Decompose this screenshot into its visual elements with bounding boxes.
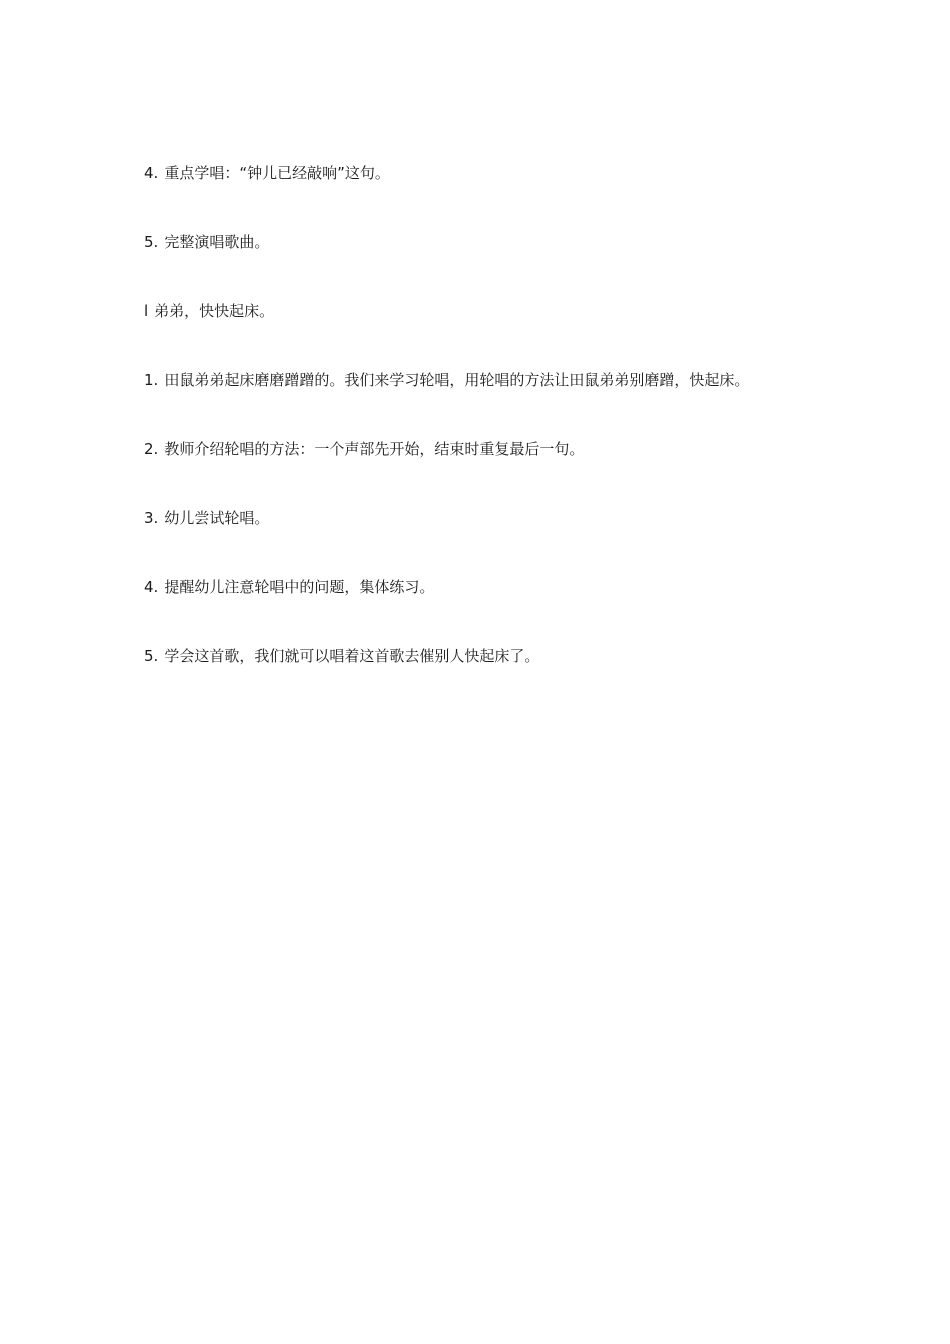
item-text: 重点学唱：“钟儿已经敲响”这句。: [164, 164, 390, 182]
section-text: 弟弟，快快起床。: [154, 302, 275, 320]
item-text: 田鼠弟弟起床磨磨蹭蹭的。我们来学习轮唱，用轮唱的方法让田鼠弟弟别磨蹭，快起床。: [164, 371, 750, 389]
document-body: [144, 156, 796, 708]
item-number: 4.: [144, 164, 159, 182]
item-number: 5.: [144, 647, 159, 665]
item-number: 5.: [144, 233, 159, 251]
item-number: 1.: [144, 371, 159, 389]
item-text: 教师介绍轮唱的方法：一个声部先开始，结束时重复最后一句。: [164, 440, 585, 458]
paragraph: [144, 156, 796, 191]
item-number: 2.: [144, 440, 159, 458]
item-text: 幼儿尝试轮唱。: [164, 509, 270, 527]
paragraph: [144, 570, 796, 605]
section-marker: l: [144, 302, 149, 320]
paragraph: [144, 225, 796, 260]
item-text: 学会这首歌，我们就可以唱着这首歌去催别人快起床了。: [164, 647, 540, 665]
section-heading: [144, 294, 796, 329]
paragraph: [144, 639, 796, 674]
paragraph: [144, 432, 796, 467]
item-number: 3.: [144, 509, 159, 527]
item-text: 完整演唱歌曲。: [164, 233, 270, 251]
paragraph: [144, 501, 796, 536]
paragraph: [144, 363, 796, 398]
item-text: 提醒幼儿注意轮唱中的问题，集体练习。: [164, 578, 435, 596]
item-number: 4.: [144, 578, 159, 596]
